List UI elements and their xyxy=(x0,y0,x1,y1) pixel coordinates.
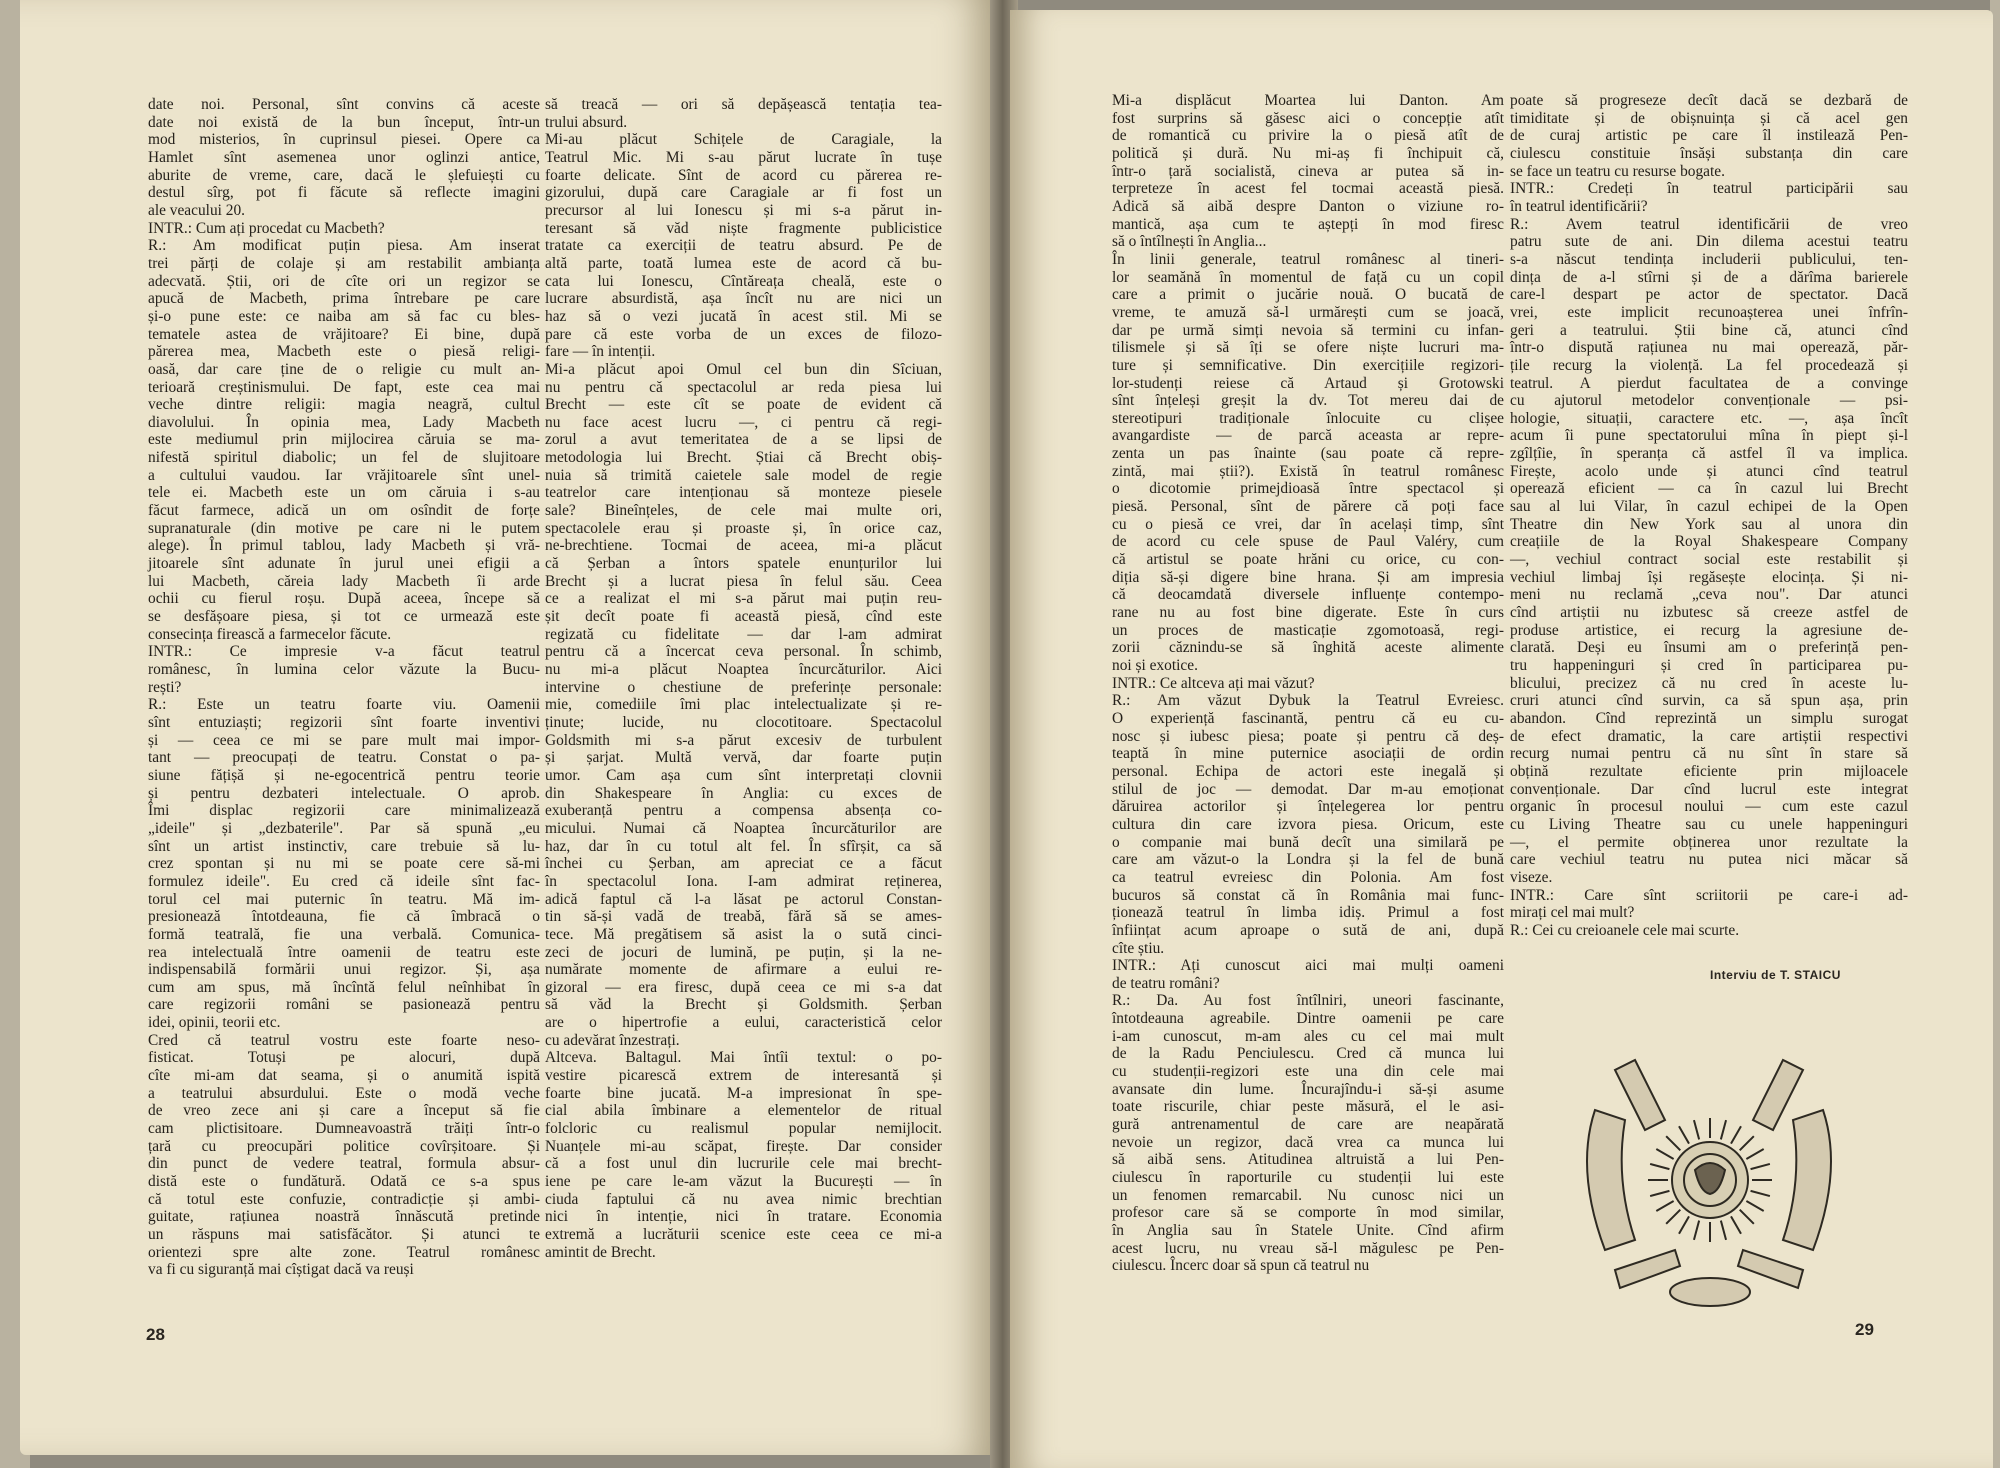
emblem-ray xyxy=(1650,1164,1669,1169)
text-line: a cultului vaudou. Iar vrăjitoarele sînt unel- xyxy=(148,466,540,484)
text-line: tratate ca exerciții de teatru absurd. Pe de xyxy=(545,237,942,255)
text-line: ochii cu fierul roșu. După aceea, începe să xyxy=(148,590,540,608)
right-page xyxy=(1010,10,1993,1468)
text-line: terioară creștinismului. De fapt, este cea mai xyxy=(148,378,540,396)
text-line: zeci de jocuri de lumină, pe puțin, și la ne- xyxy=(545,943,942,961)
text-line: tilismele și să îți se ofere niște lucruri ma- xyxy=(1112,339,1504,357)
text-line: presionează întotdeauna, fie că îmbracă o xyxy=(148,908,540,926)
text-line: ture și semnificative. Din exercițiile regizori- xyxy=(1112,356,1504,374)
text-line: micului. Numai că Noaptea încurcăturilor are xyxy=(545,819,942,837)
text-line: să aibă sens. Atitudinea altruistă a lui Pen- xyxy=(1112,1151,1504,1169)
text-line: Brecht — este cît se poate de evident că xyxy=(545,396,942,414)
text-line: că artistul se poate hrăni cu orice, cu con- xyxy=(1112,551,1504,569)
text-line: teatrelor care intenționau să monteze piesele xyxy=(545,484,942,502)
text-line: jitoarele sînt adunate în jurul unei efigii a xyxy=(148,555,540,573)
text-line: ale veacului 20. xyxy=(148,201,246,219)
text-line: geri a teatrului. Știi bine că, atunci cînd xyxy=(1510,321,1908,339)
text-line: INTR.: Ce impresie v-a făcut teatrul xyxy=(148,643,540,661)
text-line: are o hipertrofie a eului, caracteristică celor xyxy=(545,1014,942,1032)
text-line: ciulescu. Încerc doar să spun că teatrul nu xyxy=(1112,1257,1370,1275)
text-line: vrei, este implicit recunoașterea unei înfrîn- xyxy=(1510,303,1908,321)
text-line: exuberanță pentru a compensa absența co- xyxy=(545,802,942,820)
text-line: viseze. xyxy=(1510,868,1553,886)
text-line: nevoie un regizor, dacă vrea ca munca lui xyxy=(1112,1133,1504,1151)
text-line: avansate din lume. Încurajîndu-i să-și asume xyxy=(1112,1080,1504,1098)
text-line: piesă. Personal, sînt de părere că poți face xyxy=(1112,498,1504,516)
text-line: cata lui Ionescu, Cîntăreața cheală, este o xyxy=(545,272,942,290)
text-line: ca teatrul evreiesc din Polonia. Am fost xyxy=(1112,868,1504,886)
text-line: care a primit o jucărie nouă. O bucată de xyxy=(1112,286,1504,304)
text-line: torul cel mai puternic în teatru. Mă im- xyxy=(148,890,540,908)
text-line: ciuda faptului că nu avea nimic brechtian xyxy=(545,1190,942,1208)
emblem-ray xyxy=(1679,1216,1689,1233)
text-line: consecința firească a farmecelor făcute. xyxy=(148,625,392,643)
text-line: întotdeauna agreabile. Dintre oamenii pe care xyxy=(1112,1010,1504,1028)
text-line: Îmi displac regizorii care minimalizează xyxy=(148,802,540,820)
text-line: să văd la Brecht și Goldsmith. Șerban xyxy=(545,996,942,1014)
text-line: fare — în intenții. xyxy=(545,343,656,361)
text-line: date noi există de la bun început, într-un xyxy=(148,113,540,131)
text-line: abandon. Cînd reprezintă un simplu surogat xyxy=(1510,709,1908,727)
emblem-ray xyxy=(1731,1126,1741,1143)
text-line: cruri atunci cînd survin, ca să spun așa, prin xyxy=(1510,692,1908,710)
text-line: ce a realizat el mi s-a părut mai puțin reu- xyxy=(545,590,942,608)
left-column-2 xyxy=(545,96,942,1261)
text-line: va fi cu siguranță mai cîștigat dacă va reuși xyxy=(148,1261,414,1279)
text-line: toate riscurile, chiar peste măsură, el le asi- xyxy=(1112,1098,1504,1116)
text-line: mantică, așa cum te aștepți în mod firesc xyxy=(1112,215,1504,233)
text-line: nu face acest lucru —, ci pentru că regi- xyxy=(545,413,942,431)
text-line: ciulescu în raporturile cu studenții lui este xyxy=(1112,1169,1504,1187)
text-line: haz, dar în cu totul alt fel. În sfîrșit, ca să xyxy=(545,837,942,855)
text-line: dar pe urmă simți nevoia să termini cu infan- xyxy=(1112,321,1504,339)
emblem-ray xyxy=(1751,1191,1770,1196)
text-line: —, vechiul contract social este restabilit și xyxy=(1510,551,1908,569)
text-line: tant — preocupați de teatru. Constat o pa- xyxy=(148,749,540,767)
text-line: R.: Cei cu creioanele cele mai scurte. xyxy=(1510,921,1740,939)
text-line: operează eficient — ca în cazul lui Brecht xyxy=(1510,480,1908,498)
text-line: sînt un artist instinctiv, care trebuie să lu- xyxy=(148,837,540,855)
emblem-ray xyxy=(1746,1201,1763,1211)
text-line: R.: Este un teatru foarte viu. Oamenii xyxy=(148,696,540,714)
emblem-ray xyxy=(1666,1136,1680,1150)
text-line: ciulescu constituie însăși substanța din care xyxy=(1510,144,1908,162)
emblem-ray xyxy=(1666,1210,1680,1224)
text-line: teaptă în mine puternice asociații de ordin xyxy=(1112,745,1504,763)
text-line: oasă, dar care ține de o religie cu mult an- xyxy=(148,360,540,378)
text-line: într-o țară socialistă, cineva ar putea să in- xyxy=(1112,162,1504,180)
text-line: crez spontan și nu mi se poate cere să-mi xyxy=(148,855,540,873)
text-line: de acord cu cele spuse de Paul Valéry, cum xyxy=(1112,533,1504,551)
text-line: produse artistice, ei recurg la agresiune de- xyxy=(1510,621,1908,639)
text-line: umor. Cam așa cum sînt interpretați clovnii xyxy=(545,766,942,784)
text-line: sînt entuziaști; regizorii sînt foarte inventivi xyxy=(148,713,540,731)
text-line: zenta un pas înainte (sau poate că repre- xyxy=(1112,445,1504,463)
text-line: nici în intenție, nici în tratare. Economia xyxy=(545,1208,942,1226)
text-line: mie, comediile îmi plac intelectualizate și re- xyxy=(545,696,942,714)
text-line: altă parte, toată lumea este de acord că bu- xyxy=(545,254,942,272)
text-line: înființat acum aproape o sută de ani, după xyxy=(1112,921,1504,939)
text-line: spectacolele erau și proaste și, în orice caz, xyxy=(545,519,942,537)
text-line: un răspuns mai satisfăcător. Și atunci te xyxy=(148,1226,540,1243)
text-line: sînt înțeleși greșit la dv. Tot mereu dai de xyxy=(1112,392,1504,410)
text-line: meni nu reclamă „ceva nou". Dar atunci xyxy=(1510,586,1908,604)
text-line: de romantică cu privire la o piesă atît de xyxy=(1112,127,1504,145)
left-column-1 xyxy=(148,96,540,1279)
text-line: o dicotomie primejdioasă între spectacol și xyxy=(1112,480,1504,498)
text-line: avangardiste — de parcă aceasta ar repre- xyxy=(1112,427,1504,445)
text-line: foarte bine jucată. M-a impresionat în spe- xyxy=(545,1084,942,1102)
text-line: R.: Am modificat puțin piesa. Am inserat xyxy=(148,237,540,255)
text-line: vestire picarescă extrem de interesantă și xyxy=(545,1067,942,1085)
text-line: dăruirea actorilor și înțelegerea lor pentru xyxy=(1112,798,1504,816)
text-line: tin să-și vadă de treabă, fără să se ames- xyxy=(545,908,942,926)
text-line: și — ceea ce mi se pare mult mai impor- xyxy=(148,731,540,749)
text-line: siune fățișă și ne-egocentrică pentru teorie xyxy=(148,766,540,784)
text-line: cu adevărat înzestrați. xyxy=(545,1031,680,1049)
text-line: în teatrul identificării? xyxy=(1510,197,1648,215)
text-line: pare că este vorba de un exces de filozo- xyxy=(545,325,942,343)
text-line: sau al lui Vilar, în cazul echipei de la Open xyxy=(1510,498,1908,516)
text-line: de curaj artistic pe care îl instilează Pen- xyxy=(1510,127,1908,145)
theatre-emblem-illustration xyxy=(1555,1030,1863,1330)
text-line: în spectacolul Iona. I-am admirat reținerea, xyxy=(545,872,942,890)
text-line: nuia să trimită caietele sale model de regie xyxy=(545,466,942,484)
text-line: recurg numai pentru că nu sînt în stare să xyxy=(1510,745,1908,763)
text-line: date noi. Personal, sînt convins că aceste xyxy=(148,96,540,113)
text-line: să o întîlnești în Anglia... xyxy=(1112,233,1267,251)
text-line: cu o piesă ce vrei, dar în același timp, sînt xyxy=(1112,515,1504,533)
text-line: foarte delicate. Sînt de acord cu părerea re- xyxy=(545,166,942,184)
text-line: vechiul limbaj își regăsește elocința. Și ni- xyxy=(1510,568,1908,586)
text-line: nosc și iubesc piesa; poate și pentru că deș- xyxy=(1112,727,1504,745)
emblem-ray xyxy=(1694,1120,1699,1139)
text-line: un fenomen remarcabil. Nu cunosc nici un xyxy=(1112,1186,1504,1204)
text-line: Cred că teatrul vostru este foarte neso- xyxy=(148,1031,540,1049)
text-line: zorii căznindu-se să înghită aceste alimente xyxy=(1112,639,1504,657)
text-line: un proces de masticație zgomotoasă, regi- xyxy=(1112,621,1504,639)
text-line: din punct de vedere teatral, formula absur- xyxy=(148,1155,540,1173)
text-line: stilul de joc — demodat. Dar m-au emoționat xyxy=(1112,780,1504,798)
text-line: vreme, te amuză să-l urmărești cum se joacă, xyxy=(1112,303,1504,321)
text-line: a teatrului absurdului. Este o modă veche xyxy=(148,1084,540,1102)
text-line: și pentru dezbateri intelectuale. O aprob. xyxy=(148,784,540,802)
text-line: formulez ideile". Eu cred că ideile sînt fac- xyxy=(148,872,540,890)
text-line: orientezi spre alte zone. Teatrul românesc xyxy=(148,1243,540,1261)
text-line: patru sute de ani. Din dilema acestui teatru xyxy=(1510,233,1908,251)
text-line: indispensabilă formării unui regizor. Și, așa xyxy=(148,961,540,979)
text-line: idei, opinii, teorii etc. xyxy=(148,1014,281,1032)
text-line: apucă de Macbeth, prima întrebare pe care xyxy=(148,290,540,308)
text-line: Hamlet sînt asemenea unor oglinzi antice, xyxy=(148,148,540,166)
text-line: iene pe care le-am văzut la București — în xyxy=(545,1173,942,1191)
text-line: INTR.: Cum ați procedat cu Macbeth? xyxy=(148,219,385,237)
text-line: gizoral — era firesc, după ceea ce mi s-a dat xyxy=(545,978,942,996)
text-line: care regizorii români se pasionează pentru xyxy=(148,996,540,1014)
text-line: stereotipuri tradiționale înlocuite cu clișee xyxy=(1112,409,1504,427)
text-line: Firește, acolo unde și atunci cînd teatrul xyxy=(1510,462,1908,480)
emblem-ray xyxy=(1740,1210,1754,1224)
text-line: Mi-au plăcut Schițele de Caragiale, la xyxy=(545,131,942,149)
text-line: INTR.: Ați cunoscut aici mai mulți oameni xyxy=(1112,957,1504,975)
emblem-ray xyxy=(1679,1126,1689,1143)
text-line: INTR.: Care sînt scriitorii pe care-i ad- xyxy=(1510,886,1908,904)
text-line: formă teatrală, fie una verbală. Comunica- xyxy=(148,925,540,943)
text-line: zgîlțîie, în speranța că astfel îl va implica. xyxy=(1510,445,1908,463)
emblem-ray xyxy=(1721,1120,1726,1139)
text-line: mod misterios, în cuprinsul piesei. Opere ca xyxy=(148,131,540,149)
text-line: folcloric cu realismul popular nemijlocit. xyxy=(545,1120,942,1138)
text-line: de vreo zece ani și care a început să fie xyxy=(148,1102,540,1120)
text-line: se face un teatru cu resurse bogate. xyxy=(1510,162,1725,180)
text-line: gură antrenamentul de care are neapărată xyxy=(1112,1116,1504,1134)
text-line: guitate, rațiunea noastră înnăscută pretinde xyxy=(148,1208,540,1226)
text-line: că Șerban a întors spatele enunțurilor lui xyxy=(545,555,942,573)
text-line: teatrul. A pierdut facultatea de a convinge xyxy=(1510,374,1908,392)
emblem-ray xyxy=(1746,1149,1763,1159)
text-line: cînd artiștii nu izbutesc să creeze astfel de xyxy=(1510,604,1908,622)
text-line: cu studenții-regizori este una din cele mai xyxy=(1112,1063,1504,1081)
text-line: terpreteze în acest fel tocmai această piesă. xyxy=(1112,180,1504,198)
text-line: diavolului. În opinia mea, Lady Macbeth xyxy=(148,413,540,431)
right-column-1 xyxy=(1112,92,1504,1275)
text-line: într-o dispută rațiunea nu mai operează, păr- xyxy=(1510,339,1908,357)
text-line: ționează teatrul în limba idiș. Primul a fost xyxy=(1112,904,1504,922)
left-page xyxy=(20,0,998,1455)
text-line: Mi-a displăcut Moartea lui Danton. Am xyxy=(1112,92,1504,109)
text-line: lui Macbeth, căreia lady Macbeth îi arde xyxy=(148,572,540,590)
text-line: adică faptul că l-a lăsat pe actorul Constan- xyxy=(545,890,942,908)
text-line: regizată cu fidelitate — dar l-am admirat xyxy=(545,625,942,643)
text-line: se desfășoare piesa, și tot ce urmează este xyxy=(148,608,540,626)
text-line: intervine o chestiune de preferințe personale: xyxy=(545,678,942,696)
text-line: tematele astea de vrăjitoare? Ei bine, după xyxy=(148,325,540,343)
text-line: Theatre din New York sau al unora din xyxy=(1510,515,1908,533)
text-line: haz să o vezi jucată în acest stil. Mi se xyxy=(545,307,942,325)
emblem-ray xyxy=(1656,1149,1673,1159)
text-line: hologie, situații, caractere etc. —, așa încît xyxy=(1510,409,1908,427)
text-line: este mediumul prin mijlocirea căruia se ma- xyxy=(148,431,540,449)
text-line: de teatru români? xyxy=(1112,974,1220,992)
text-line: blicului, precizez că nu cred în aceste lu- xyxy=(1510,674,1908,692)
text-line: profesor care să se comporte în mod similar, xyxy=(1112,1204,1504,1222)
text-line: făcut farmece, adică un om osîndit de forțe xyxy=(148,502,540,520)
text-line: —, el permite obținerea unor rezultate la xyxy=(1510,833,1908,851)
text-line: gizorului, după care Caragiale ar fi fost un xyxy=(545,184,942,202)
text-line: În linii generale, teatrul românesc al tineri- xyxy=(1112,250,1504,268)
emblem-ray xyxy=(1656,1201,1673,1211)
emblem-ray xyxy=(1694,1221,1699,1240)
text-line: poate să progreseze decît dacă se dezbară de xyxy=(1510,92,1908,109)
text-line: cîte mi-am dat seama, și o anumită ispită xyxy=(148,1067,540,1085)
interview-credit: Interviu de T. STAICU xyxy=(1710,968,1841,982)
page-number-right: 29 xyxy=(1855,1320,1874,1339)
emblem-ray xyxy=(1650,1191,1669,1196)
text-line: distă este o fundătură. Odată ce s-a spus xyxy=(148,1173,540,1191)
text-line: cu Living Theatre sau cu unele happeninguri xyxy=(1510,815,1908,833)
text-line: că a fost unul din lucrurile cele mai brecht- xyxy=(545,1155,942,1173)
text-line: o companie mai bună decît una similară pe xyxy=(1112,833,1504,851)
text-line: O experiență fascinantă, pentru că eu cu- xyxy=(1112,709,1504,727)
emblem-ray xyxy=(1721,1221,1726,1240)
text-line: diția să-și digere bine hrana. Și am impresia xyxy=(1112,568,1504,586)
text-line: „ideile" și „dezbaterile". Par să spună „eu xyxy=(148,819,540,837)
text-line: nifestă spiritul diabolic; un fel de slujitoare xyxy=(148,449,540,467)
text-line: amintit de Brecht. xyxy=(545,1243,656,1261)
text-line: personal. Echipa de actori este inegală și xyxy=(1112,762,1504,780)
text-line: ținute; lucide, nu clocotitoare. Spectacolul xyxy=(545,713,942,731)
text-line: șit decît poate fi această piesă, cînd este xyxy=(545,608,942,626)
text-line: care-l despart pe actor de spectator. Dacă xyxy=(1510,286,1908,304)
text-line: R.: Am văzut Dybuk la Teatrul Evreiesc. xyxy=(1112,692,1504,710)
text-line: părerea mea, Macbeth este o piesă religi- xyxy=(148,343,540,361)
text-line: rea intelectuală între oamenii de teatru este xyxy=(148,943,540,961)
text-line: Altceva. Baltagul. Mai întîi textul: o po- xyxy=(545,1049,942,1067)
text-line: lor-studenți reiese că Artaud și Grotowski xyxy=(1112,374,1504,392)
page-number-left: 28 xyxy=(146,1325,165,1344)
text-line: clarată. Deși eu însumi am o preferință pen- xyxy=(1510,639,1908,657)
text-line: teresant să văd niște fragmente publicistice xyxy=(545,219,942,237)
text-line: cultura din care izvora piesa. Oricum, este xyxy=(1112,815,1504,833)
text-line: din Shakespeare în Anglia: cu exces de xyxy=(545,784,942,802)
emblem-ray xyxy=(1740,1136,1754,1150)
text-line: fisticat. Totuși pe alocuri, după xyxy=(148,1049,540,1067)
text-line: tele ei. Macbeth este un om căruia i s-au xyxy=(148,484,540,502)
text-line: aburite de vreme, care, dacă le șlefuiești cu xyxy=(148,166,540,184)
text-line: adecvată. Știi, ori de cîte ori un regizor se xyxy=(148,272,540,290)
text-line: de efect dramatic, la care artiștii respectivi xyxy=(1510,727,1908,745)
text-line: rane nu au fost bine digerate. Este în curs xyxy=(1112,604,1504,622)
text-line: precursor al lui Ionescu și mi s-a părut in- xyxy=(545,201,942,219)
text-line: că totul este confuzie, contradicție și ambi- xyxy=(148,1190,540,1208)
text-line: că deocamdată diversele influențe contempo- xyxy=(1112,586,1504,604)
text-line: pentru că a încercat ceva personal. În schimb, xyxy=(545,643,942,661)
text-line: noi și exotice. xyxy=(1112,657,1198,674)
text-line: extremă a lucrăturii scenice este ceea ce mi-a xyxy=(545,1226,942,1243)
text-line: Brecht și a lucrat piesa în felul său. Ceea xyxy=(545,572,942,590)
text-line: rești? xyxy=(148,678,182,696)
text-line: organic în procesul noului — cum este cazul xyxy=(1510,798,1908,816)
text-line: cial abila îmbinare a elementelor de ritual xyxy=(545,1102,942,1120)
text-line: zintă, mai știi?). Există în teatrul românesc xyxy=(1112,462,1504,480)
text-line: veche dintre religii: magia neagră, cultul xyxy=(148,396,540,414)
text-line: țară cu preocupări politice covîrșitoare. Și xyxy=(148,1137,540,1155)
text-line: cam plictisitoare. Dumneavoastră trăiți într-o xyxy=(148,1120,540,1138)
text-line: să treacă — ori să depășească tentația tea- xyxy=(545,96,942,113)
text-line: dința de a-l stîrni și de a dărîma barierele xyxy=(1510,268,1908,286)
text-line: Mi-a plăcut apoi Omul cel bun din Sîciuan, xyxy=(545,360,942,378)
text-line: și șarjat. Multă vervă, dar foarte puțin xyxy=(545,749,942,767)
text-line: R.: Da. Au fost întîlniri, uneori fascinante, xyxy=(1112,992,1504,1010)
text-line: lucrare absurdistă, așa încît nu are nici un xyxy=(545,290,942,308)
text-line: supranaturale (din motive pe care ni le putem xyxy=(148,519,540,537)
text-line: INTR.: Credeți în teatrul participării sau xyxy=(1510,180,1908,198)
text-line: cîte știu. xyxy=(1112,939,1165,957)
text-line: nu mi-a plăcut Noaptea încurcăturilor. Aici xyxy=(545,661,942,678)
text-line: și-o pune este: ce naiba am să fac cu bles- xyxy=(148,307,540,325)
text-line: Adică să aibă despre Danton o viziune ro- xyxy=(1112,197,1504,215)
text-line: numărate momente de afirmare a eului re- xyxy=(545,961,942,979)
text-line: Nuanțele mi-au scăpat, firește. Dar consider xyxy=(545,1137,942,1155)
text-line: țile recurg la violență. La fel procedează și xyxy=(1510,356,1908,374)
text-line: tru happeninguri și cred în participarea pu- xyxy=(1510,657,1908,674)
right-column-2 xyxy=(1510,92,1908,940)
text-line: convenționale. Dar cînd lucrul este integrat xyxy=(1510,780,1908,798)
text-line: obțină rezultate eficiente prin mijloacele xyxy=(1510,762,1908,780)
text-line: sale? Bineînțeles, de cele mai multe ori, xyxy=(545,502,942,520)
text-line: i-am cunoscut, m-am ales cu cel mai mult xyxy=(1112,1027,1504,1045)
text-line: care am văzut-o la Londra și la fel de bună xyxy=(1112,851,1504,869)
emblem-ray xyxy=(1731,1216,1741,1233)
text-line: cum am spus, mă încîntă felul neînhibat în xyxy=(148,978,540,996)
text-line: Teatrul Mic. Mi s-au părut lucrate în tușe xyxy=(545,148,942,166)
text-line: românesc, în lumina celor văzute la Bucu- xyxy=(148,661,540,678)
text-line: cu ajutorul metodelor convenționale — psi- xyxy=(1510,392,1908,410)
text-line: în Anglia sau în Statele Unite. Cînd afirm xyxy=(1112,1222,1504,1239)
text-line: R.: Avem teatrul identificării de vreo xyxy=(1510,215,1908,233)
text-line: trei părți de colaje și am restabilit ambianța xyxy=(148,254,540,272)
text-line: tece. Mă pregătisem să asist la o sută cinci- xyxy=(545,925,942,943)
text-line: metodologia lui Brecht. Știai că Brecht obiș- xyxy=(545,449,942,467)
text-line: acest lucru, nu vreau să-l măgulesc pe Pen- xyxy=(1112,1239,1504,1257)
text-line: trului absurd. xyxy=(545,113,628,131)
text-line: INTR.: Ce altceva ați mai văzut? xyxy=(1112,674,1315,692)
text-line: zorul a avut temeritatea de a se lipsi de xyxy=(545,431,942,449)
text-line: lor seamănă în momentul de față cu un copil xyxy=(1112,268,1504,286)
text-line: alege). În primul tablou, lady Macbeth și vră- xyxy=(148,537,540,555)
text-line: acum îi pune spectatorului mîna în piept și-l xyxy=(1510,427,1908,445)
text-line: ne-brechtiene. Tocmai de aceea, mi-a plăcut xyxy=(545,537,942,555)
text-line: Goldsmith mi s-a părut excesiv de turbulent xyxy=(545,731,942,749)
text-line: timiditate și de obișnuința și că acel gen xyxy=(1510,109,1908,127)
text-line: de la Radu Penciulescu. Cred că munca lui xyxy=(1112,1045,1504,1063)
text-line: s-a născut tendința includerii publicului, ten- xyxy=(1510,250,1908,268)
text-line: nu pentru că spectacolul ar reda piesa lui xyxy=(545,378,942,396)
text-line: politică și dură. Nu mi-aș fi închipuit că, xyxy=(1112,144,1504,162)
text-line: mirați cel mai mult? xyxy=(1510,904,1635,922)
text-line: destul sîrg, pot fi făcute să reflecte imagini xyxy=(148,184,540,202)
text-line: creațiile de la Royal Shakespeare Company xyxy=(1510,533,1908,551)
text-line: fost surprins să găsesc aici o concepție atît xyxy=(1112,109,1504,127)
text-line: închei cu Șerban, am apreciat ce a făcut xyxy=(545,855,942,873)
text-line: bucuros să constat că în România mai func- xyxy=(1112,886,1504,904)
emblem-ray xyxy=(1751,1164,1770,1169)
text-line: care vechiul teatru nu putea nici măcar să xyxy=(1510,851,1908,869)
